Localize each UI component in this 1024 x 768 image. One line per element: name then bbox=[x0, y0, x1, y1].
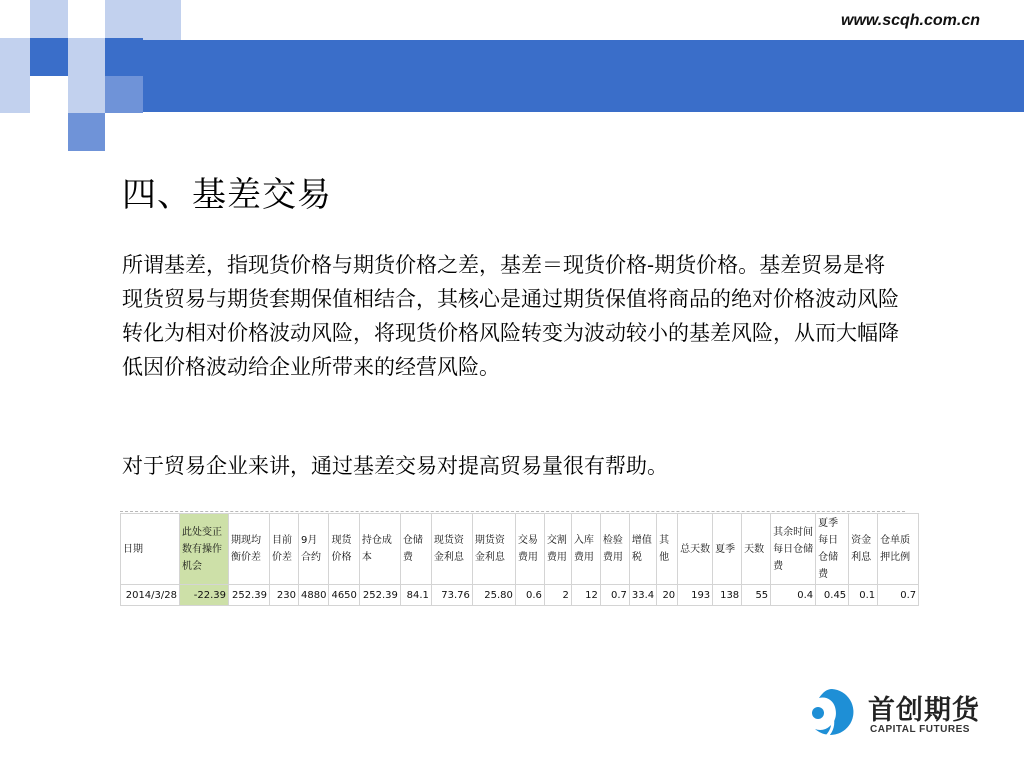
decor-square bbox=[105, 76, 143, 113]
table-cell: 20 bbox=[657, 585, 678, 606]
column-header: 期货资金利息 bbox=[472, 514, 515, 585]
column-header: 持仓成本 bbox=[359, 514, 400, 585]
column-header: 资金利息 bbox=[849, 514, 878, 585]
table-cell: 0.7 bbox=[878, 585, 919, 606]
trade-benefit-paragraph: 对于贸易企业来讲，通过基差交易对提高贸易量很有帮助。 bbox=[122, 454, 668, 478]
column-header: 9月合约 bbox=[299, 514, 329, 585]
column-header: 日期 bbox=[121, 514, 180, 585]
table-cell: 252.39 bbox=[229, 585, 270, 606]
decor-square bbox=[143, 0, 181, 38]
website-url: www.scqh.com.cn bbox=[841, 12, 980, 29]
decor-square bbox=[68, 38, 105, 76]
column-header: 现货价格 bbox=[329, 514, 359, 585]
table-cell: 0.7 bbox=[600, 585, 629, 606]
column-header: 总天数 bbox=[678, 514, 713, 585]
table-cell: 0.1 bbox=[849, 585, 878, 606]
column-header: 仓储费 bbox=[400, 514, 431, 585]
table-cell: 0.4 bbox=[771, 585, 816, 606]
basis-spreadsheet bbox=[120, 513, 919, 606]
decor-square bbox=[30, 38, 68, 76]
table-cell: 230 bbox=[270, 585, 299, 606]
table-cell: 252.39 bbox=[359, 585, 400, 606]
logo-name-en: CAPITAL FUTURES bbox=[870, 724, 970, 735]
table-cell: 4880 bbox=[299, 585, 329, 606]
table-cell: 2 bbox=[544, 585, 571, 606]
table-row bbox=[121, 585, 919, 606]
header-band bbox=[143, 40, 1024, 112]
column-header: 期现均衡价差 bbox=[229, 514, 270, 585]
table-header-row bbox=[121, 514, 919, 585]
decor-square bbox=[68, 76, 105, 113]
capital-futures-logo-icon bbox=[806, 686, 858, 738]
column-header: 天数 bbox=[742, 514, 771, 585]
basis-definition-paragraph: 所谓基差，指现货价格与期货价格之差，基差＝现货价格-期货价格。基差贸易是将现货贸易与期货套期保值相结合，其核心是通过期货保值将商品的绝对价格波动风险转化为相对价格波动风险，将现货价格风险转变为波动较小的基差风险，从而大幅降低因价格波动给企业所带来的经营风险。 bbox=[122, 253, 899, 379]
table-cell: 2014/3/28 bbox=[121, 585, 180, 606]
table-cell: 0.45 bbox=[816, 585, 849, 606]
decor-square bbox=[105, 38, 143, 76]
company-logo bbox=[806, 686, 981, 742]
column-header: 检验费用 bbox=[600, 514, 629, 585]
table-cell: 0.6 bbox=[515, 585, 544, 606]
column-header: 交割费用 bbox=[544, 514, 571, 585]
table-cell: -22.39 bbox=[180, 585, 229, 606]
table-cell: 193 bbox=[678, 585, 713, 606]
column-header: 此处变正数有操作机会 bbox=[180, 514, 229, 585]
decor-square bbox=[68, 113, 105, 151]
column-header: 仓单质押比例 bbox=[878, 514, 919, 585]
column-header: 目前价差 bbox=[270, 514, 299, 585]
column-header: 夏季每日仓储费 bbox=[816, 514, 849, 585]
column-header: 增值税 bbox=[629, 514, 656, 585]
column-header: 夏季 bbox=[713, 514, 742, 585]
column-header: 其余时间每日仓储费 bbox=[771, 514, 816, 585]
table-cell: 12 bbox=[571, 585, 600, 606]
slide-title: 四、基差交易 bbox=[122, 175, 332, 215]
table-cell: 4650 bbox=[329, 585, 359, 606]
column-header: 其他 bbox=[657, 514, 678, 585]
column-header: 交易费用 bbox=[515, 514, 544, 585]
table-cell: 84.1 bbox=[400, 585, 431, 606]
logo-name-cn: 首创期货 bbox=[868, 695, 980, 726]
decor-square bbox=[105, 0, 143, 38]
table-cell: 55 bbox=[742, 585, 771, 606]
table-cell: 25.80 bbox=[472, 585, 515, 606]
column-header: 入库费用 bbox=[571, 514, 600, 585]
decor-square bbox=[0, 76, 30, 113]
decor-square bbox=[30, 0, 68, 38]
column-header: 现货资金利息 bbox=[431, 514, 472, 585]
table-cell: 138 bbox=[713, 585, 742, 606]
decor-square bbox=[0, 38, 30, 76]
table-cell: 73.76 bbox=[431, 585, 472, 606]
table-cell: 33.4 bbox=[629, 585, 656, 606]
